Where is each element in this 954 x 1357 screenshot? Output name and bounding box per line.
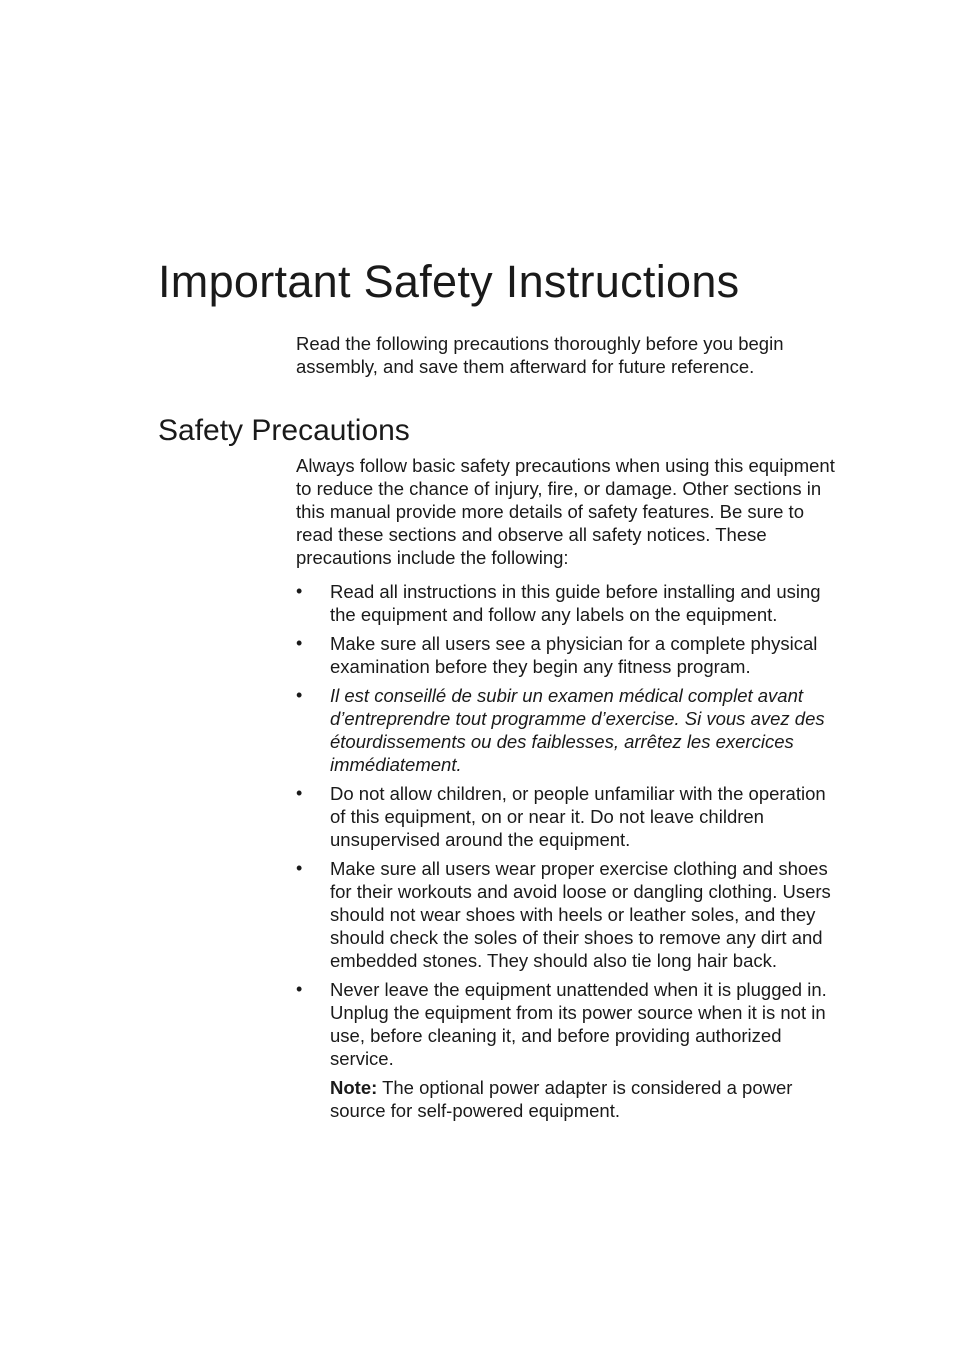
list-item [296,857,846,972]
bullet-icon: • [296,858,303,878]
bullet-icon: • [296,685,303,705]
bullet-icon: • [296,979,303,999]
bullet-icon: • [296,783,303,803]
list-item-text: Do not allow children, or people unfamiliar with the operation of this equipment, on or near it. Do not leave children unsupervised around the equipment. [330,783,826,850]
list-item [296,684,846,776]
note-label: Note: [330,1077,378,1098]
bullet-icon: • [296,581,303,601]
list-item-text: Make sure all users see a physician for a complete physical examination before they begin any fitness program. [330,633,818,677]
intro-paragraph: Read the following precautions thoroughly before you begin assembly, and save them afterward for future reference. [296,333,784,377]
precautions-list [296,580,846,1122]
list-item-text: Make sure all users wear proper exercise clothing and shoes for their workouts and avoid loose or dangling clothing. Users should not wear shoes with heels or leather soles, and they should check the soles of their shoes to remove any dirt and embedded stones. They should also tie long hair back. [330,858,831,971]
section-lead-paragraph: Always follow basic safety precautions when using this equipment to reduce the chance of injury, fire, or damage. Other sections in this manual provide more details of safety features. Be sure to read these sections and observe all safety notices. These precautions include the following: [296,455,835,568]
list-item [296,978,846,1122]
note-text: The optional power adapter is considered a power source for self-powered equipment. [330,1077,793,1121]
bullet-icon: • [296,633,303,653]
section-heading: Safety Precautions [158,414,410,447]
list-item-text: Read all instructions in this guide before installing and using the equipment and follow any labels on the equipment. [330,581,821,625]
list-item [296,782,846,851]
list-item [296,580,846,626]
list-item [296,632,846,678]
list-item-text: Never leave the equipment unattended when it is plugged in. Unplug the equipment from its power source when it is not in use, before cleaning it, and before providing authorized service. [330,979,827,1069]
note-paragraph [330,1076,846,1122]
list-item-text-french: Il est conseillé de subir un examen médical complet avant d’entreprendre tout programme d’exercise. Si vous avez des étourdissements ou des faiblesses, arrêtez les exercices immédiatement. [330,685,825,775]
section-body [296,454,846,1128]
page-title: Important Safety Instructions [158,256,740,307]
